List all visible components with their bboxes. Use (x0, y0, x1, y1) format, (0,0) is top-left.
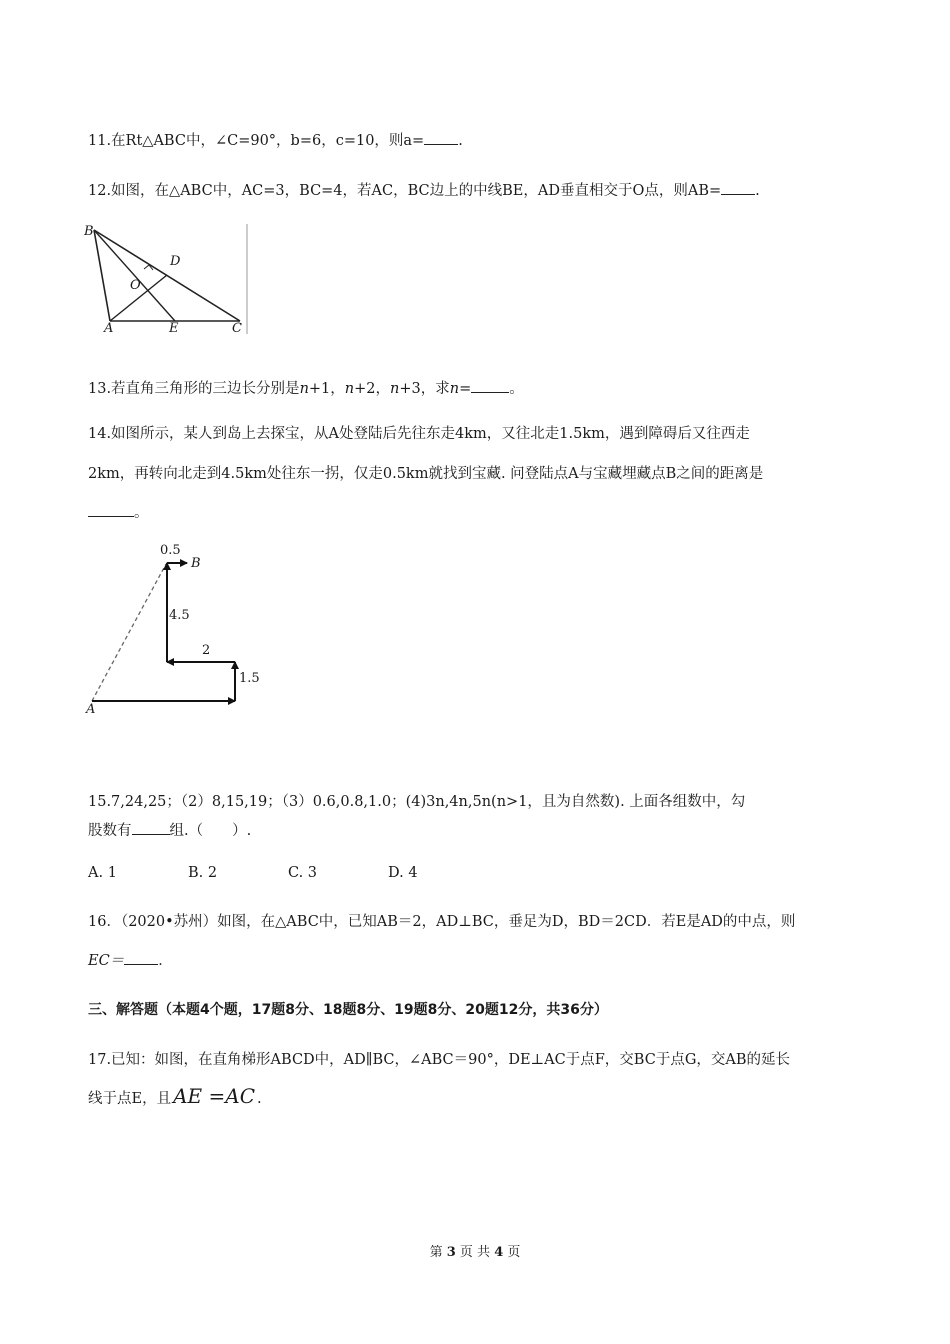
label-B: B (191, 556, 201, 571)
label-4-5: 4.5 (169, 608, 190, 623)
question-16-line2: EC＝ ． (88, 950, 173, 971)
question-15-line1: 15.7,24,25；（2）8,15,19；（3）0.6,0.8,1.0；(4)3n,4n,5n(n>1，且为自然数). 上面各组数中，勾 (88, 794, 746, 810)
question-12: 12.如图，在△ABC中，AC=3，BC=4，若AC，BC边上的中线BE，AD垂直相交于O点，则AB= . (88, 180, 760, 201)
answer-blank[interactable] (471, 378, 509, 393)
answer-blank[interactable] (124, 950, 158, 965)
option-a[interactable]: A. 1 (88, 865, 117, 881)
question-14-line1: 14.如图所示，某人到岛上去探宝，从A处登陆后先往东走4km，又往北走1.5km，遇到障碍后又往西走 (88, 426, 750, 442)
answer-blank[interactable] (88, 502, 134, 517)
question-17-line1: 17.已知：如图，在直角梯形ABCD中，AD∥BC，∠ABC＝90°，DE⊥AC于点F，交BC于点G，交AB的延长 (88, 1052, 791, 1068)
question-11: 11.在Rt△ABC中，∠C=90°，b=6，c=10，则a= . (88, 130, 463, 151)
option-b[interactable]: B. 2 (188, 865, 218, 881)
answer-blank[interactable] (721, 180, 755, 195)
label-O: O (130, 278, 141, 293)
page-total: 4 (494, 1245, 504, 1260)
label-D: D (170, 254, 181, 269)
section-heading: 三、解答题（本题4个题，17题8分、18题8分、19题8分、20题12分，共36分） (88, 1002, 608, 1018)
label-1-5: 1.5 (239, 671, 260, 686)
question-16-line1: 16．（2020•苏州）如图，在△ABC中，已知AB＝2，AD⊥BC，垂足为D，BD＝2CD．若E是AD的中点，则 (88, 914, 796, 930)
answer-blank[interactable] (132, 820, 170, 835)
label-2: 2 (202, 643, 211, 658)
page-footer: 第 3 页 共 4 页 (429, 1245, 521, 1260)
question-17-line2: 线于点E，且 AE =AC . (88, 1084, 262, 1108)
answer-blank[interactable] (424, 130, 458, 145)
treasure-path-figure-q14 (80, 538, 270, 720)
label-0-5: 0.5 (160, 543, 181, 558)
question-15-line2: 股数有 组.（ ）. (88, 820, 251, 841)
side-BA (94, 230, 110, 321)
label-B: B (84, 224, 94, 239)
label-A: A (86, 702, 96, 717)
option-c[interactable]: C. 3 (288, 865, 318, 881)
page-number: 3 (446, 1245, 456, 1260)
label-E: E (169, 321, 179, 336)
straight-distance-AB (92, 564, 166, 701)
question-14-line3: 。 (88, 502, 149, 523)
triangle-figure-q12 (80, 218, 260, 340)
label-C: C (232, 321, 242, 336)
question-14-line2: 2km，再转向北走到4.5km处往东一拐，仅走0.5km就找到宝藏. 问登陆点A与宝藏埋藏点B之间的距离是 (88, 466, 764, 482)
median-BE (94, 230, 175, 321)
option-d[interactable]: D. 4 (388, 865, 418, 881)
formula-ae-ac: AE =AC (173, 1084, 255, 1108)
label-A: A (104, 321, 114, 336)
question-13: 13.若直角三角形的三边长分别是n+1，n+2，n+3，求n= 。 (88, 378, 524, 399)
